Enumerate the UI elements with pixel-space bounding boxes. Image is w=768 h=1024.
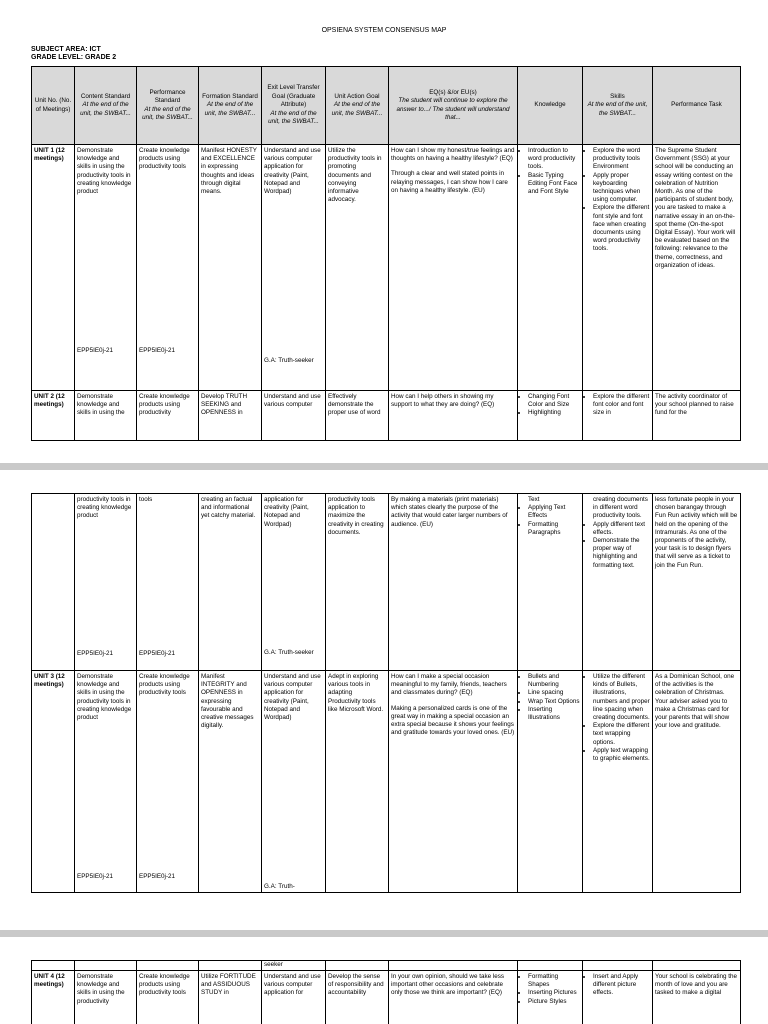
header-unit-action-goal: Unit Action Goal At the end of the unit, the SWBAT... <box>326 67 389 145</box>
exit-goal-cell: Understand and use various computer application for creativity (Paint, Notepad and Wordpad) G.A: Truth-seeker <box>262 145 326 391</box>
performance-standard-cell: Create knowledge products using productivity tools <box>137 971 199 1024</box>
performance-task-cell: As a Dominican School, one of the activities is the celebration of Christmas. Your adviser asked you to make a Christmas card for your parents that will show your love and gratitude. <box>653 671 741 893</box>
knowledge-cell: • Changing Font Color and Size • Highlighting <box>518 391 583 441</box>
formation-standard-cell: creating an factual and informational yet catchy material. <box>199 494 262 671</box>
performance-standard-cell: Create knowledge products using productivity tools EPP5IE0j-21 <box>137 145 199 391</box>
knowledge-cell: • Introduction to word productivity tools. • Basic Typing Editing Font Face and Font Style <box>518 145 583 391</box>
unit-cell: UNIT 2 (12 meetings) <box>32 391 75 441</box>
competency-code: EPP5IE0j-21 <box>77 873 114 880</box>
performance-task-cell: The activity coordinator of your school planned to raise fund for the <box>653 391 741 441</box>
header-skills: Skills At the end of the unit, the SWBAT... <box>583 67 653 145</box>
eq-eu-cell: By making a materials (print materials) which states clearly the purpose of the activity that would cater larger numbers of audience. (EU) <box>389 494 518 671</box>
header-row <box>32 67 741 145</box>
action-goal-cell: Utilize the productivity tools in promoting documents and conveying informative advocacy. <box>326 145 389 391</box>
content-standard-cell: Demonstrate knowledge and skills in using the productivity tools in creating knowledge product EPP5IE0j-21 <box>75 145 137 391</box>
header-content-standard: Content Standard At the end of the unit, the SWBAT... <box>75 67 137 145</box>
table-row-unit-3 <box>32 671 741 893</box>
content-standard-cell: productivity tools in creating knowledge product EPP5IE0j-21 <box>75 494 137 671</box>
performance-standard-cell: Create knowledge products using productivity tools EPP5IE0j-21 <box>137 671 199 893</box>
header-exit-level-goal: Exit Level Transfer Goal (Graduate Attribute) At the end of the unit, the SWBAT... <box>262 67 326 145</box>
action-goal-cell <box>326 961 389 971</box>
eq-eu-cell: How can I help others in showing my support to what they are doing? (EQ) <box>389 391 518 441</box>
action-goal-cell: Develop the sense of responsibility and accountability <box>326 971 389 1024</box>
knowledge-cell: • Formatting Shapes • Inserting Pictures • Picture Styles <box>518 971 583 1024</box>
table-row-unit-2-cont <box>32 494 741 671</box>
page-3 <box>0 937 768 1024</box>
performance-standard-cell <box>137 961 199 971</box>
competency-code: EPP5IE0j-21 <box>139 650 176 657</box>
graduate-attribute: G.A: Truth-seeker <box>264 649 314 656</box>
eq-eu-cell <box>389 961 518 971</box>
skills-cell: • Utilize the different kinds of Bullets, illustrations, numbers and proper line spacing when creating documents. • Explore the different text wrapping options. • Apply text wrapping to graphic elements. <box>583 671 653 893</box>
performance-task-cell: Your school is celebrating the month of love and you are tasked to make a digital <box>653 971 741 1024</box>
unit-cell: UNIT 4 (12 meetings) <box>32 971 75 1024</box>
knowledge-cell: Text • Applying Text Effects • Formatting Paragraphs <box>518 494 583 671</box>
subject-area: SUBJECT AREA: ICT <box>31 46 101 53</box>
skills-cell <box>583 961 653 971</box>
content-standard-cell: Demonstrate knowledge and skills in using the productivity tools in creating knowledge product EPP5IE0j-21 <box>75 671 137 893</box>
eq-eu-cell: How can I show my honest/true feelings and thoughts on having a healthy lifestyle? (EQ) Through a clear and well stated points in relaying messages, I can show how I care on having a healthy lifestyle. (EU) <box>389 145 518 391</box>
header-unit: Unit No. (No. of Meetings) <box>32 67 75 145</box>
unit-cell: UNIT 3 (12 meetings) <box>32 671 75 893</box>
exit-goal-cell: Understand and use various computer application for <box>262 971 326 1024</box>
content-standard-cell: Demonstrate knowledge and skills in using the productivity <box>75 971 137 1024</box>
skills-cell: • Explore the different font color and font size in <box>583 391 653 441</box>
header-eq-eu: EQ(s) &/or EU(s) The student will continue to explore the answer to.../ The student will understand that... <box>389 67 518 145</box>
eq-eu-cell: In your own opinion, should we take less important other occasions and celebrate only those we think are important? (EQ) <box>389 971 518 1024</box>
action-goal-cell: Adept in exploring various tools in adapting Productivity tools like Microsoft Word. <box>326 671 389 893</box>
exit-goal-cell: Understand and use various computer application for creativity (Paint, Notepad and Wordpad) G.A: Truth- <box>262 671 326 893</box>
competency-code: EPP5IE0j-21 <box>77 347 114 354</box>
graduate-attribute: G.A: Truth-seeker <box>264 357 314 364</box>
formation-standard-cell: Manifest INTEGRITY and OPENNESS in expressing favourable and creative messages digitally. <box>199 671 262 893</box>
action-goal-cell: productivity tools application to maximize the creativity in creating documents. <box>326 494 389 671</box>
formation-standard-cell: Develop TRUTH SEEKING and OPENNESS in <box>199 391 262 441</box>
skills-cell: • Explore the word productivity tools Environment • Apply proper keyboarding techniques when using computer. • Explore the different font style and font face when creating documents using word productivity tools. <box>583 145 653 391</box>
competency-code: EPP5IE0j-21 <box>77 650 114 657</box>
performance-task-cell: less fortunate people in your chosen barangay through Fun Run activity which will be held on the opening of the Intramurals. As one of the proponents of the activity, your task is to design flyers that will serve as a ticket to join the Fun Run. <box>653 494 741 671</box>
eq-eu-cell: How can I make a special occasion meaningful to my family, friends, teachers and classmates during? (EQ) Making a personalized cards is one of the great way in making a special occasion an extra special because it shows your feelings and gratitude towards your loved ones. (EU) <box>389 671 518 893</box>
exit-goal-cell: Understand and use various computer <box>262 391 326 441</box>
formation-standard-cell: Manifest HONESTY and EXCELLENCE in expressing thoughts and ideas through digital means. <box>199 145 262 391</box>
unit-cell: UNIT 1 (12 meetings) <box>32 145 75 391</box>
content-standard-cell: Demonstrate knowledge and skills in using the <box>75 391 137 441</box>
performance-task-cell <box>653 961 741 971</box>
header-performance-task: Performance Task <box>653 67 741 145</box>
performance-standard-cell: tools EPP5IE0j-21 <box>137 494 199 671</box>
skills-cell: creating documents in different word productivity tools. • Apply different text effects. • Demonstrate the proper way of highlighting and formatting text. <box>583 494 653 671</box>
table-row-unit-1 <box>32 145 741 391</box>
unit-cell <box>32 961 75 971</box>
header-formation-standard: Formation Standard At the end of the unit, the SWBAT... <box>199 67 262 145</box>
formation-standard-cell <box>199 961 262 971</box>
table-row-unit-4 <box>32 971 741 1024</box>
competency-code: EPP5IE0j-21 <box>139 873 176 880</box>
consensus-table-page-2 <box>31 493 741 893</box>
content-standard-cell <box>75 961 137 971</box>
consensus-table-page-3 <box>31 960 741 1024</box>
knowledge-cell: • Bullets and Numbering • Line spacing • Wrap Text Options • Inserting Illustrations <box>518 671 583 893</box>
unit-cell <box>32 494 75 671</box>
page-2 <box>0 470 768 930</box>
competency-code: EPP5IE0j-21 <box>139 347 176 354</box>
skills-cell: • Insert and Apply different picture effects. <box>583 971 653 1024</box>
action-goal-cell: Effectively demonstrate the proper use of word <box>326 391 389 441</box>
page-1 <box>0 0 768 463</box>
consensus-table-page-1 <box>31 66 741 441</box>
header-performance-standard: Performance Standard At the end of the unit, the SWBAT... <box>137 67 199 145</box>
header-knowledge: Knowledge <box>518 67 583 145</box>
formation-standard-cell: Utilize FORTITUDE and ASSIDUOUS STUDY in <box>199 971 262 1024</box>
exit-goal-cell: seeker <box>262 961 326 971</box>
knowledge-cell <box>518 961 583 971</box>
document-title: OPSIENA SYSTEM CONSENSUS MAP <box>321 27 447 34</box>
performance-standard-cell: Create knowledge products using productivity <box>137 391 199 441</box>
table-row-unit-3-cont <box>32 961 741 971</box>
performance-task-cell: The Supreme Student Government (SSG) at your school will be conducting an essay writing contest on the celebration of Nutrition Month. As one of the participants of student body, you are tasked to make a narrative essay in an on-the-spot theme (On-the-spot Digital Essay). Your work will be evaluated based on the following: relevance to the theme, correctness, and organization of ideas. <box>653 145 741 391</box>
table-row-unit-2 <box>32 391 741 441</box>
graduate-attribute: G.A: Truth- <box>264 883 295 890</box>
exit-goal-cell: application for creativity (Paint, Notepad and Wordpad) G.A: Truth-seeker <box>262 494 326 671</box>
grade-level: GRADE LEVEL: GRADE 2 <box>31 54 117 61</box>
